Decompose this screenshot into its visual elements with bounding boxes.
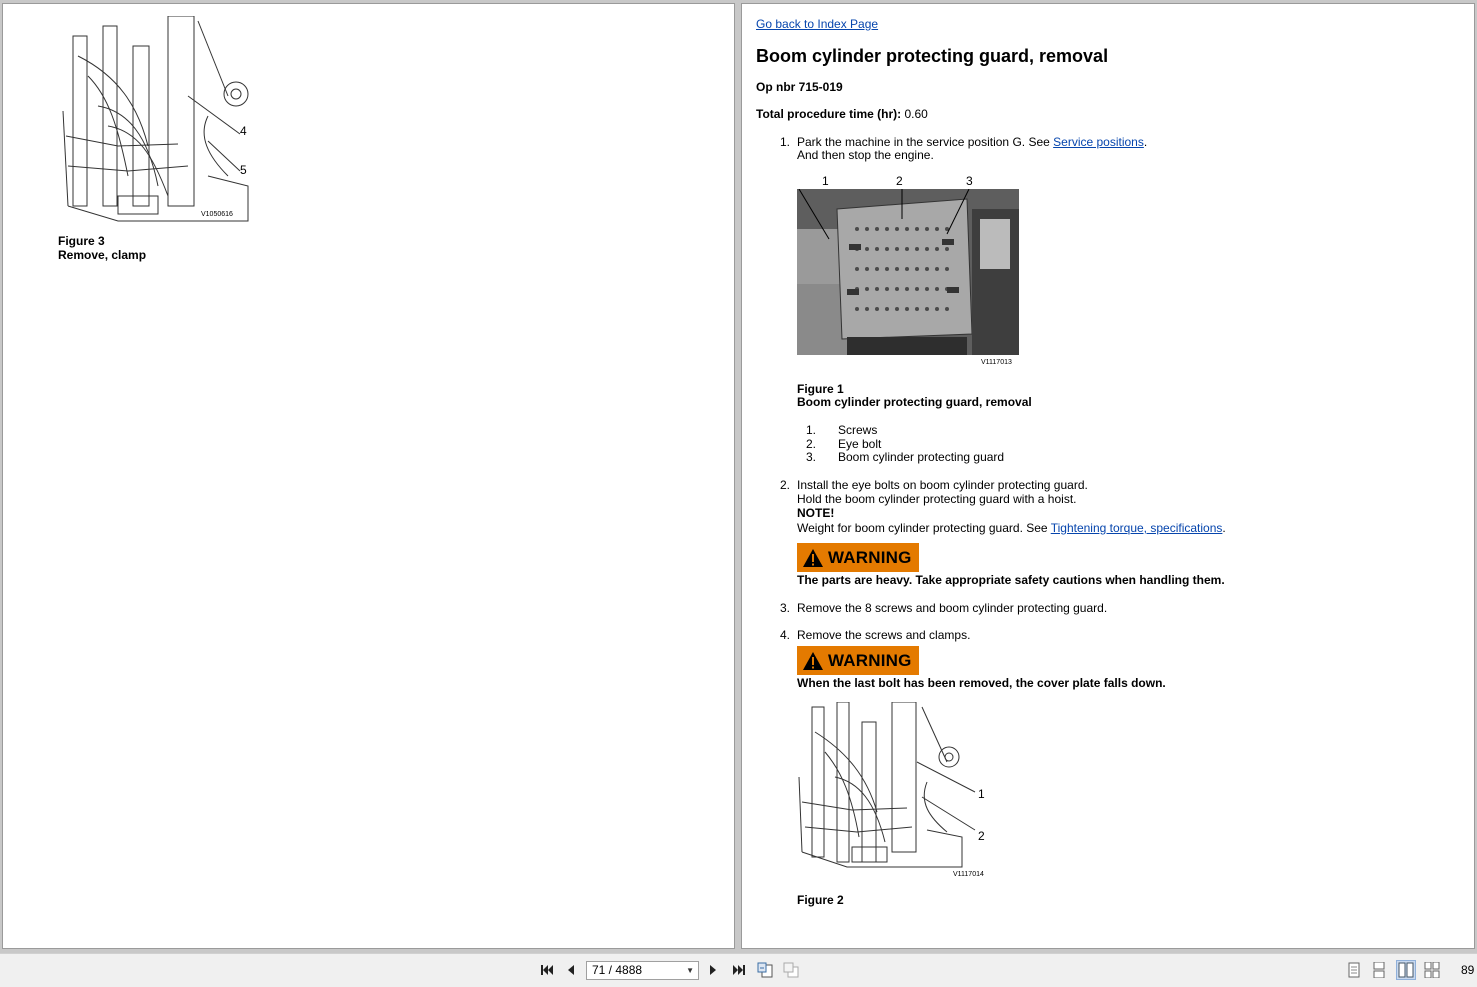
page-number-select[interactable] [586, 961, 699, 980]
step-2-line-3 [797, 521, 1226, 535]
page-indicator: 71 / 4888 [592, 963, 643, 977]
document-page-left [2, 3, 735, 949]
figure-3-image [58, 16, 256, 224]
figure-1-image [797, 189, 1019, 355]
next-page-button[interactable] [703, 960, 723, 980]
figure-2-callout: 2 [978, 829, 985, 843]
step-2-weight-text: Weight for boom cylinder protecting guard. See [797, 521, 1048, 535]
total-time-value: 0.60 [904, 107, 928, 121]
step-2-line-1: Install the eye bolts on boom cylinder protecting guard. [797, 478, 1088, 492]
page-title: Boom cylinder protecting guard, removal [756, 46, 1109, 66]
continuous-page-icon [1373, 962, 1385, 978]
op-number: Op nbr 715-019 [756, 80, 843, 94]
figure-2-callout: 1 [978, 787, 985, 801]
warning-text: When the last bolt has been removed, the cover plate falls down. [797, 676, 1166, 690]
next-page-icon [708, 964, 718, 976]
warning-text: The parts are heavy. Take appropriate safety cautions when handling them. [797, 573, 1225, 587]
legend-text: Boom cylinder protecting guard [838, 450, 1005, 464]
warning-triangle-icon [802, 548, 824, 568]
step-1-text: Park the machine in the service position G. See [797, 135, 1050, 149]
figure-3-code: V1050616 [201, 211, 233, 218]
figure-1-code: V1117013 [981, 359, 1012, 366]
step-number: 4. [780, 628, 791, 642]
last-page-button[interactable] [729, 960, 749, 980]
zoom-level[interactable]: 89 [1461, 963, 1475, 977]
go-back-view-button[interactable] [755, 960, 775, 980]
total-time-label: Total procedure time (hr): [756, 107, 902, 121]
two-page-icon [1398, 962, 1414, 978]
service-positions-link[interactable]: Service positions [1053, 135, 1144, 149]
two-page-continuous-icon [1424, 962, 1440, 978]
figure-2-code: V1117014 [953, 871, 984, 878]
step-4-text: Remove the screws and clamps. [797, 628, 971, 642]
back-to-index-link[interactable]: Go back to Index Page [756, 17, 879, 31]
figure-3-label: Figure 3 [58, 234, 105, 248]
step-1-line-1 [797, 135, 1147, 149]
legend-number: 3. [806, 450, 817, 464]
forward-view-icon [783, 962, 799, 978]
single-page-icon [1348, 962, 1360, 978]
legend-text: Screws [838, 423, 878, 437]
continuous-view-button[interactable] [1369, 960, 1389, 980]
figure-1-callout: 1 [822, 174, 829, 188]
step-1-line-2: And then stop the engine. [797, 148, 934, 162]
figure-3-callout: 5 [240, 163, 247, 177]
step-number: 1. [780, 135, 791, 149]
figure-2-image [797, 702, 977, 872]
note-label: NOTE! [797, 506, 835, 520]
viewer-toolbar [0, 953, 1477, 987]
two-page-view-button[interactable] [1396, 960, 1416, 980]
warning-label: WARNING [828, 650, 912, 670]
first-page-icon [540, 964, 554, 976]
warning-banner [797, 543, 919, 572]
warning-triangle-icon [802, 651, 824, 671]
back-view-icon [757, 962, 773, 978]
legend-number: 2. [806, 437, 817, 451]
step-3-text: Remove the 8 screws and boom cylinder protecting guard. [797, 601, 1108, 615]
warning-label: WARNING [828, 547, 912, 567]
total-procedure-time [756, 107, 928, 121]
figure-3-callout: 4 [240, 124, 247, 138]
previous-page-button[interactable] [561, 960, 581, 980]
legend-text: Eye bolt [838, 437, 882, 451]
two-page-continuous-view-button[interactable] [1422, 960, 1442, 980]
go-forward-view-button[interactable] [781, 960, 801, 980]
step-number: 3. [780, 601, 791, 615]
chevron-down-icon: ▼ [686, 966, 694, 975]
step-number: 2. [780, 478, 791, 492]
figure-1-label: Figure 1 [797, 382, 844, 396]
figure-1-caption: Boom cylinder protecting guard, removal [797, 395, 1032, 409]
step-2-line-2: Hold the boom cylinder protecting guard with a hoist. [797, 492, 1077, 506]
figure-3-caption: Remove, clamp [58, 248, 147, 262]
warning-banner [797, 646, 919, 675]
tightening-torque-link[interactable]: Tightening torque, specifications [1050, 521, 1223, 535]
first-page-button[interactable] [537, 960, 557, 980]
figure-1-callout: 2 [896, 174, 903, 188]
previous-page-icon [566, 964, 576, 976]
step-1-suffix: . [1143, 135, 1148, 149]
legend-number: 1. [806, 423, 817, 437]
document-page-right [741, 3, 1475, 949]
last-page-icon [732, 964, 746, 976]
single-page-view-button[interactable] [1344, 960, 1364, 980]
figure-1-callout: 3 [966, 174, 973, 188]
figure-2-label: Figure 2 [797, 893, 844, 907]
step-2-suffix: . [1222, 521, 1226, 535]
